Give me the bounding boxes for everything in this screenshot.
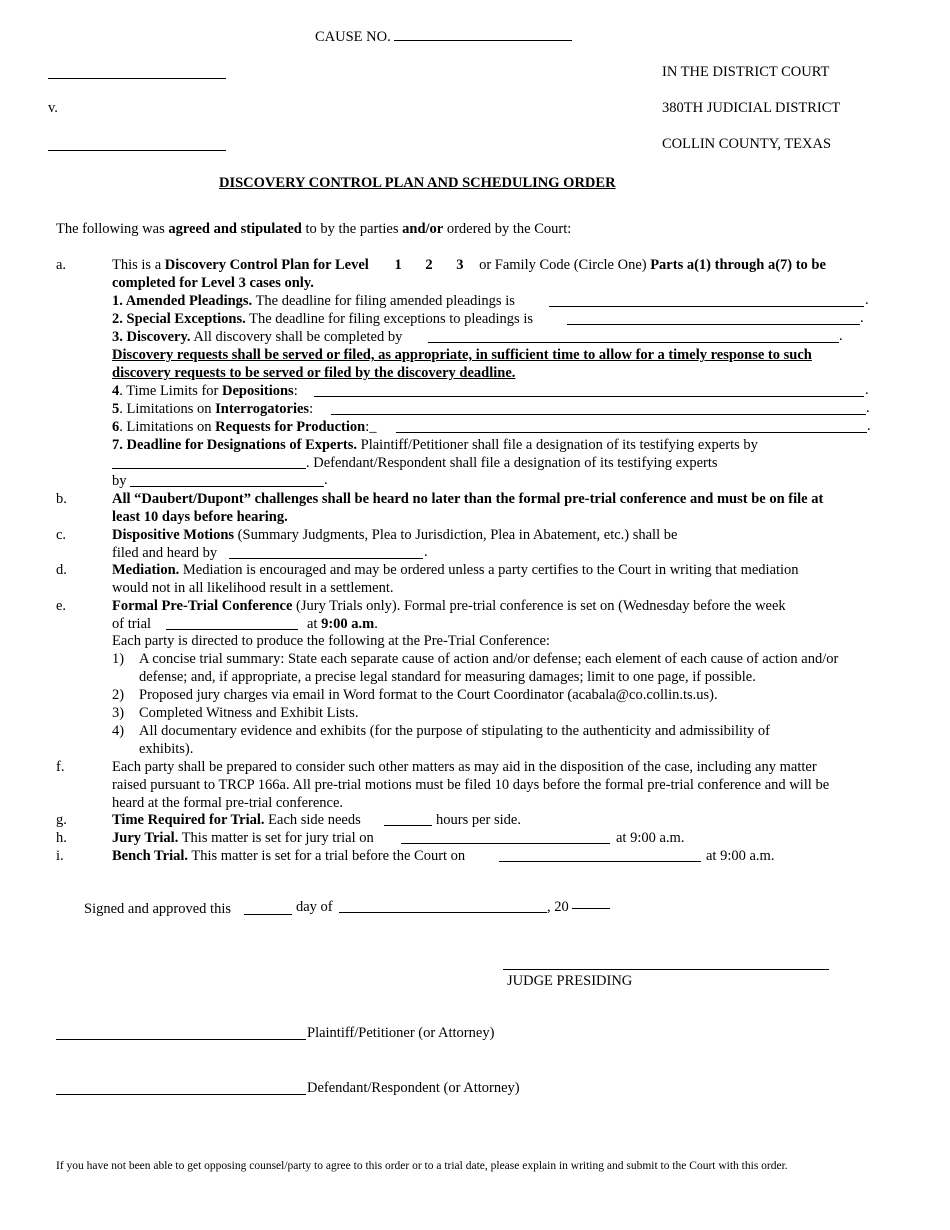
amended-pleadings-field[interactable] — [549, 306, 864, 307]
experts-line2: . Defendant/Respondent shall file a designation of its testifying experts — [306, 455, 718, 471]
versus-label: v. — [48, 100, 58, 116]
discovery-deadline-field[interactable] — [428, 342, 839, 343]
signed-month-field[interactable] — [339, 912, 547, 913]
section-d-label: d. — [56, 562, 67, 578]
defendant-signature-line[interactable] — [56, 1094, 306, 1095]
level-1-option[interactable]: 1 — [394, 257, 402, 273]
plaintiff-experts-field[interactable] — [112, 468, 306, 469]
pretrial-item-1-cont: defense; and, if appropriate, a precise legal standard for measuring damages; limit to one page, if possible. — [139, 669, 756, 685]
plaintiff-signature-line[interactable] — [56, 1039, 306, 1040]
section-d-line2: would not in all likelihood result in a settlement. — [112, 580, 394, 596]
section-b-line2: least 10 days before hearing. — [112, 509, 288, 525]
pretrial-item-1: A concise trial summary: State each separate cause of action and/or defense; each element of each cause of action and/or — [139, 651, 839, 667]
pretrial-item-3-num: 3) — [112, 705, 125, 721]
section-c-label: c. — [56, 527, 67, 543]
section-f-line3: heard at the formal pre-trial conference. — [112, 795, 344, 811]
depositions-item: 4. Time Limits for Depositions: — [112, 383, 298, 399]
intro-paragraph: The following was agreed and stipulated to by the parties and/or ordered by the Court: — [56, 221, 572, 237]
section-e-label: e. — [56, 598, 67, 614]
discovery-item: 3. Discovery. All discovery shall be completed by — [112, 329, 403, 345]
cause-number-field[interactable] — [394, 28, 572, 41]
trial-hours-field[interactable] — [384, 825, 432, 826]
section-h-suffix: at 9:00 a.m. — [616, 830, 685, 846]
discovery-notice-line1: Discovery requests shall be served or filed, as appropriate, in sufficient time to allow for a timely response to such — [112, 347, 812, 363]
interrogatories-field[interactable] — [331, 414, 866, 415]
judicial-district: 380TH JUDICIAL DISTRICT — [662, 100, 841, 116]
section-i-label: i. — [56, 848, 64, 864]
year-label: , 20 — [547, 899, 569, 915]
discovery-notice-line2: discovery requests to be served or filed by the discovery deadline. — [112, 365, 516, 381]
experts-item: 7. Deadline for Designations of Experts. Plaintiff/Petitioner shall file a designation of its testifying experts by — [112, 437, 758, 453]
requests-production-field[interactable] — [396, 432, 867, 433]
day-of-label: day of — [296, 899, 333, 915]
section-e-line2: of trial — [112, 616, 152, 632]
pretrial-item-3: Completed Witness and Exhibit Lists. — [139, 705, 359, 721]
section-c-line2: filed and heard by — [112, 545, 218, 561]
pretrial-item-2-num: 2) — [112, 687, 125, 703]
section-g-label: g. — [56, 812, 67, 828]
section-a-label: a. — [56, 257, 67, 273]
pretrial-item-4-num: 4) — [112, 723, 125, 739]
pretrial-item-4-cont: exhibits). — [139, 741, 194, 757]
judge-signature-line[interactable] — [503, 969, 829, 970]
dispositive-motions-field[interactable] — [229, 558, 423, 559]
special-exceptions-item: 2. Special Exceptions. The deadline for filing exceptions to pleadings is — [112, 311, 533, 327]
level-3-option[interactable]: 3 — [456, 257, 464, 273]
cause-label: CAUSE NO. — [315, 29, 391, 45]
level-2-option[interactable]: 2 — [425, 257, 433, 273]
judge-presiding-label: JUDGE PRESIDING — [507, 973, 633, 989]
page-title: DISCOVERY CONTROL PLAN AND SCHEDULING ORDER — [219, 175, 616, 191]
plaintiff-signature-label: Plaintiff/Petitioner (or Attorney) — [307, 1025, 495, 1041]
depositions-field[interactable] — [314, 396, 864, 397]
defendant-name-field[interactable] — [48, 150, 226, 151]
bench-trial-date-field[interactable] — [499, 861, 701, 862]
amended-pleadings-item: 1. Amended Pleadings. The deadline for filing amended pleadings is — [112, 293, 515, 309]
pretrial-item-2: Proposed jury charges via email in Word format to the Court Coordinator (acabala@co.collin.ts.us). — [139, 687, 718, 703]
section-i-suffix: at 9:00 a.m. — [706, 848, 775, 864]
section-f-label: f. — [56, 759, 65, 775]
court-name: IN THE DISTRICT COURT — [662, 64, 830, 80]
signed-label: Signed and approved this — [84, 901, 231, 917]
section-b-label: b. — [56, 491, 67, 507]
signed-year-field[interactable] — [572, 908, 610, 909]
pretrial-date-field[interactable] — [166, 629, 298, 630]
plaintiff-name-field[interactable] — [48, 78, 226, 79]
experts-by: by — [112, 473, 127, 489]
section-h-label: h. — [56, 830, 67, 846]
defendant-signature-label: Defendant/Respondent (or Attorney) — [307, 1080, 520, 1096]
section-f-line2: raised pursuant to TRCP 166a. All pre-trial motions must be filed 10 days before the formal pre-trial conference and will be — [112, 777, 830, 793]
cause-number — [315, 28, 572, 46]
county-state: COLLIN COUNTY, TEXAS — [662, 136, 832, 152]
special-exceptions-field[interactable] — [567, 324, 860, 325]
signed-day-field[interactable] — [244, 914, 292, 915]
defendant-experts-field[interactable] — [130, 486, 324, 487]
footer-note: If you have not been able to get opposing counsel/party to agree to this order or to a trial date, please explain in writing and submit to the Court with this order. — [56, 1160, 788, 1172]
section-e-line3: Each party is directed to produce the following at the Pre-Trial Conference: — [112, 633, 550, 649]
section-g-suffix: hours per side. — [436, 812, 521, 828]
jury-trial-date-field[interactable] — [401, 843, 610, 844]
pretrial-item-4: All documentary evidence and exhibits (for the purpose of stipulating to the authenticity and admissibility of — [139, 723, 771, 739]
pretrial-item-1-num: 1) — [112, 651, 125, 667]
requests-production-item: 6. Limitations on Requests for Production:_ — [112, 419, 377, 435]
interrogatories-item: 5. Limitations on Interrogatories: — [112, 401, 314, 417]
